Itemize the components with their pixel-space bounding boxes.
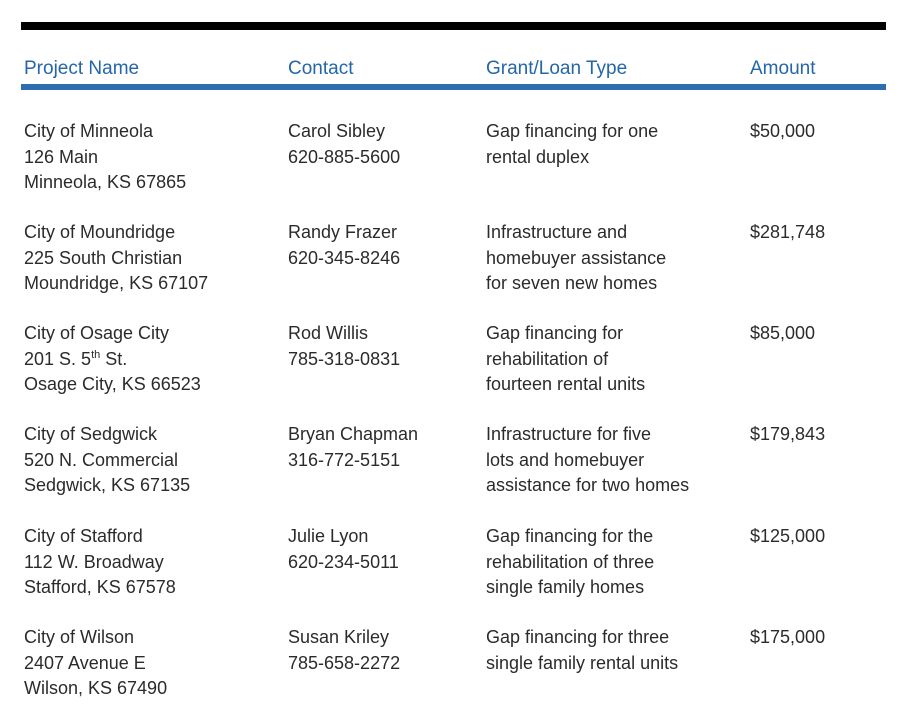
amount-value: $125,000 xyxy=(750,526,826,546)
type-cell xyxy=(486,321,645,398)
project-name: City of Moundridge xyxy=(24,222,176,242)
type-line3: single family homes xyxy=(486,577,645,597)
address-street-suffix: St. xyxy=(100,348,128,369)
project-address-line2: Stafford, KS 67578 xyxy=(24,577,176,597)
contact-phone: 316-772-5151 xyxy=(288,449,401,470)
contact-name: Julie Lyon xyxy=(288,526,369,546)
type-line3: for seven new homes xyxy=(486,273,658,293)
contact-name: Carol Sibley xyxy=(288,121,386,141)
contact-name: Randy Frazer xyxy=(288,222,398,242)
contact-phone: 785-318-0831 xyxy=(288,348,401,369)
header-amount: Amount xyxy=(750,58,816,79)
address-number: 201 S. 5 xyxy=(24,348,92,369)
type-line3: fourteen rental units xyxy=(486,374,646,394)
project-cell xyxy=(24,625,167,702)
project-name: City of Sedgwick xyxy=(24,424,158,444)
table-row xyxy=(24,625,886,703)
amount-cell xyxy=(750,220,825,246)
type-line2: homebuyer assistance xyxy=(486,247,667,268)
contact-phone: 620-234-5011 xyxy=(288,551,399,572)
type-line1: Gap financing for one xyxy=(486,121,659,141)
amount-cell xyxy=(750,524,825,550)
type-line3: assistance for two homes xyxy=(486,475,690,495)
amount-value: $281,748 xyxy=(750,222,826,242)
type-cell xyxy=(486,119,658,170)
project-address-line1: 520 N. Commercial xyxy=(24,449,179,470)
project-name: City of Minneola xyxy=(24,121,154,141)
contact-name: Rod Willis xyxy=(288,323,369,343)
type-line1: Gap financing for the xyxy=(486,526,654,546)
project-address-line1: 112 W. Broadway xyxy=(24,551,164,572)
contact-cell xyxy=(288,625,400,676)
contact-name: Susan Kriley xyxy=(288,627,390,647)
project-cell xyxy=(24,119,186,196)
type-line2: rental duplex xyxy=(486,146,590,167)
project-cell xyxy=(24,524,176,601)
amount-cell xyxy=(750,321,815,347)
type-line2: rehabilitation of xyxy=(486,348,609,369)
project-address-line2: Sedgwick, KS 67135 xyxy=(24,475,191,495)
project-address-line1: 225 South Christian xyxy=(24,247,183,268)
project-address-line2: Minneola, KS 67865 xyxy=(24,172,187,192)
project-name: City of Osage City xyxy=(24,323,170,343)
type-line2: lots and homebuyer xyxy=(486,449,645,470)
project-name: City of Stafford xyxy=(24,526,143,546)
contact-phone: 620-345-8246 xyxy=(288,247,401,268)
table-row xyxy=(24,119,886,197)
project-cell xyxy=(24,422,190,499)
amount-value: $85,000 xyxy=(750,323,816,343)
type-cell xyxy=(486,220,666,297)
ordinal-suffix: th xyxy=(91,348,101,361)
table-row xyxy=(24,422,886,500)
amount-value: $179,843 xyxy=(750,424,826,444)
contact-cell xyxy=(288,422,418,473)
project-address-line1 xyxy=(24,347,201,373)
project-address-line2: Wilson, KS 67490 xyxy=(24,678,168,698)
project-address-line2: Moundridge, KS 67107 xyxy=(24,273,209,293)
contact-cell xyxy=(288,119,400,170)
project-cell xyxy=(24,321,201,398)
header-contact: Contact xyxy=(288,58,354,79)
type-line1: Gap financing for xyxy=(486,323,624,343)
top-rule xyxy=(21,22,886,30)
type-cell xyxy=(486,524,654,601)
table-row xyxy=(24,220,886,298)
amount-cell xyxy=(750,625,825,651)
type-line1: Infrastructure for five xyxy=(486,424,652,444)
type-cell xyxy=(486,625,678,676)
table-header xyxy=(24,58,886,82)
project-name: City of Wilson xyxy=(24,627,135,647)
contact-cell xyxy=(288,321,400,372)
type-line2: single family rental units xyxy=(486,652,679,673)
contact-phone: 620-885-5600 xyxy=(288,146,401,167)
project-cell xyxy=(24,220,208,297)
header-project-name: Project Name xyxy=(24,58,140,79)
contact-name: Bryan Chapman xyxy=(288,424,419,444)
type-line1: Infrastructure and xyxy=(486,222,628,242)
header-rule xyxy=(21,84,886,90)
amount-cell xyxy=(750,422,825,448)
header-grant-loan-type: Grant/Loan Type xyxy=(486,58,628,79)
amount-cell xyxy=(750,119,815,145)
project-address-line1: 2407 Avenue E xyxy=(24,652,146,673)
contact-phone: 785-658-2272 xyxy=(288,652,401,673)
type-line2: rehabilitation of three xyxy=(486,551,655,572)
contact-cell xyxy=(288,524,399,575)
type-line1: Gap financing for three xyxy=(486,627,670,647)
project-address-line1: 126 Main xyxy=(24,146,99,167)
amount-value: $50,000 xyxy=(750,121,816,141)
amount-value: $175,000 xyxy=(750,627,826,647)
project-address-line2: Osage City, KS 66523 xyxy=(24,374,201,394)
type-cell xyxy=(486,422,689,499)
table-row xyxy=(24,321,886,399)
table-row xyxy=(24,524,886,602)
contact-cell xyxy=(288,220,400,271)
